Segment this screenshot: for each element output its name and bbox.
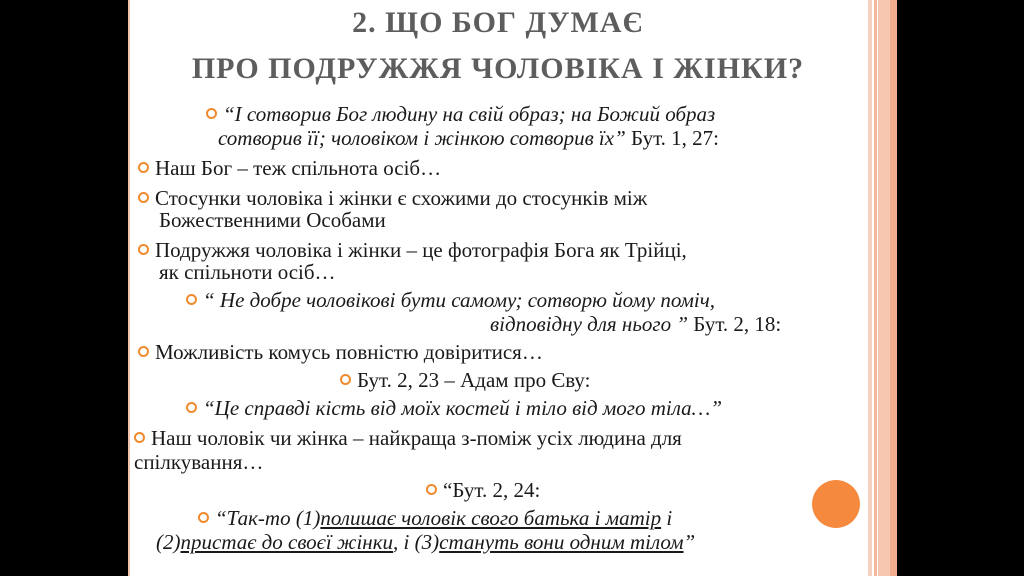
- slide-left-border: [128, 0, 130, 576]
- reference-line: Бут. 2, 23 – Адам про Єву:: [340, 368, 590, 392]
- bullet-item: Наш Бог – теж спільнота осіб…: [138, 156, 441, 180]
- decor-stripe: [890, 0, 897, 576]
- bullet-icon: [134, 432, 145, 443]
- decor-stripe: [874, 0, 877, 576]
- slide-title-line1: 2. ЩО БОГ ДУМАЄ: [352, 6, 644, 39]
- quote4-line1: “Так-то (1)полишає чоловік свого батька і матір і: [198, 506, 672, 530]
- bullet-item-continued: як спільноти осіб…: [159, 260, 336, 284]
- bullet-item: Можливість комусь повністю довіритися…: [138, 340, 543, 364]
- slide: [128, 0, 897, 576]
- bullet-icon: [426, 484, 437, 495]
- bullet-item: Наш чоловік чи жінка – найкраща з-поміж усіх людина для: [134, 426, 682, 450]
- reference-line: “Бут. 2, 24:: [426, 478, 540, 502]
- bullet-item-continued: спілкування…: [134, 450, 264, 474]
- bullet-icon: [186, 294, 197, 305]
- bullet-item: Подружжя чоловіка і жінки – це фотографія Бога як Трійці,: [138, 238, 687, 262]
- bullet-icon: [186, 402, 197, 413]
- quote2-line2: відповідну для нього ” Бут. 2, 18:: [490, 312, 782, 336]
- bullet-icon: [138, 346, 149, 357]
- slide-title-line2: ПРО ПОДРУЖЖЯ ЧОЛОВІКА І ЖІНКИ?: [191, 52, 805, 85]
- quote4-line2: (2)пристає до своєї жінки, і (3)стануть вони одним тілом”: [156, 530, 696, 554]
- quote1-line1: “І сотворив Бог людину на свій образ; на Божий образ: [206, 102, 715, 126]
- bullet-icon: [138, 192, 149, 203]
- bullet-item: Стосунки чоловіка і жінки є схожими до стосунків між: [138, 186, 647, 210]
- quote2-line1: “ Не добре чоловікові бути самому; сотворю йому поміч,: [186, 288, 715, 312]
- quote3-line: “Це справді кість від моїх костей і тіло від мого тіла…”: [186, 396, 722, 420]
- decor-stripe: [868, 0, 872, 576]
- bullet-icon: [138, 244, 149, 255]
- quote1-line2: сотворив її; чоловіком і жінкою сотворив їх” Бут. 1, 27:: [218, 126, 719, 150]
- bullet-icon: [138, 162, 149, 173]
- bullet-icon: [340, 374, 351, 385]
- decor-stripe: [878, 0, 890, 576]
- bullet-icon: [206, 108, 217, 119]
- bullet-icon: [198, 512, 209, 523]
- decor-circle: [812, 480, 860, 528]
- bullet-item-continued: Божественними Особами: [159, 208, 386, 232]
